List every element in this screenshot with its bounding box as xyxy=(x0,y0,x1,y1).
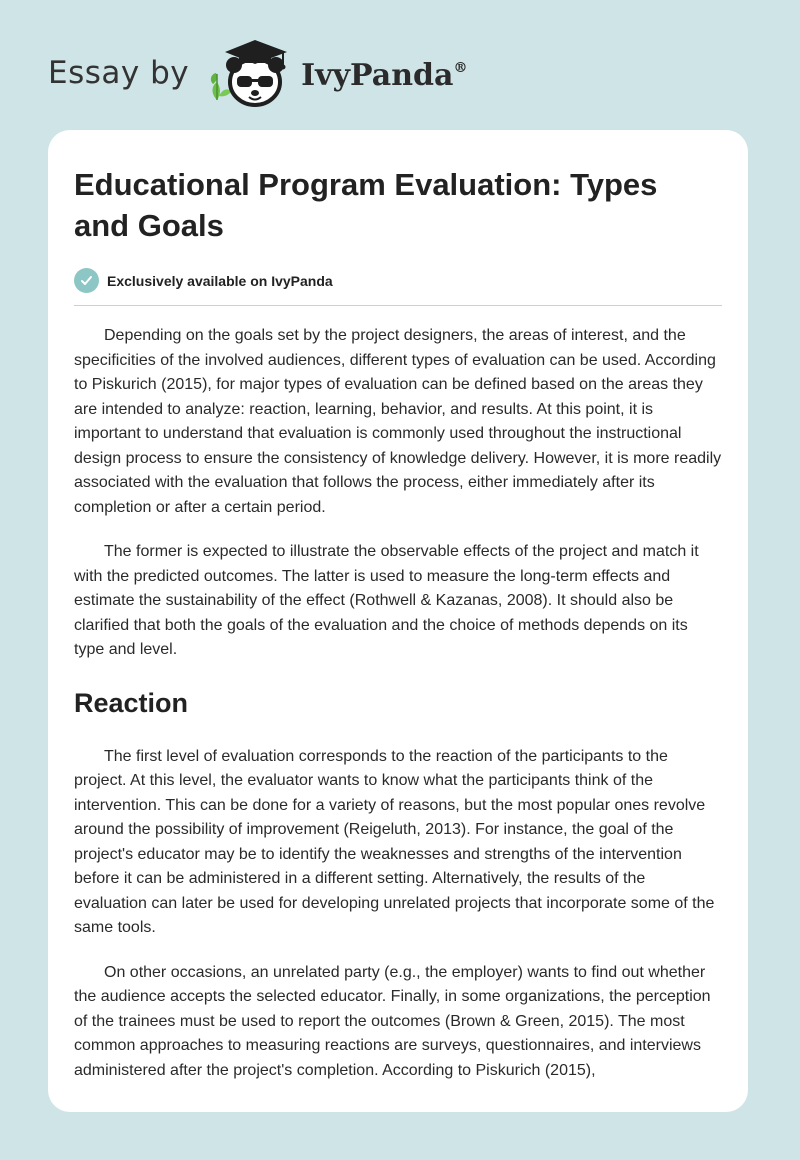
ivypanda-logo-icon[interactable] xyxy=(203,38,295,108)
registered-mark: ® xyxy=(453,59,468,76)
paragraph: The first level of evaluation corresponds to the reaction of the participants to the project. At this level, the evaluator wants to know what the participants think of the intervention. This can be done for a variety of reasons, but the most popular ones revolve around the possibility of improvement (Reigeluth, 2013). For instance, the goal of the project's educator may be to identify the weaknesses and strengths of the intervention before it can be administered in a different setting. Alternatively, the results of the evaluation can later be used for developing unrelated projects that incorporate some of the same tools. xyxy=(74,747,715,936)
paragraph: The former is expected to illustrate the observable effects of the project and match it with the predicted outcomes. The latter is used to measure the long-term effects and estimate the sustainability of the effect (Rothwell & Kazanas, 2008). It should also be clarified that both the goals of the evaluation and the choice of methods depends on its type and level. xyxy=(74,543,699,658)
article-title: Educational Program Evaluation: Types and Goals xyxy=(74,167,658,243)
check-icon xyxy=(74,268,99,293)
section-heading: Reaction xyxy=(74,687,189,718)
site-header xyxy=(48,38,467,108)
exclusive-badge xyxy=(74,268,722,306)
paragraph: Depending on the goals set by the project designers, the areas of interest, and the specificities of the involved audiences, different types of evaluation can be used. According to Piskurich (2015), for major types of evaluation can be defined based on the areas they are intended to analyze: reaction, learning, behavior, and results. At this point, it is important to understand that evaluation is commonly used throughout the instructional design process to ensure the consistency of knowledge delivery. However, it is more readily associated with the evaluation that follows the process, either immediately after its completion or after a certain period. xyxy=(74,327,722,516)
article-body xyxy=(74,324,722,1083)
essay-by-label: Essay by xyxy=(48,55,190,91)
exclusive-badge-label: Exclusively available on IvyPanda xyxy=(107,272,333,289)
article-card xyxy=(48,130,748,1112)
brand-name[interactable]: IvyPanda® xyxy=(301,57,468,93)
paragraph: On other occasions, an unrelated party (e.g., the employer) wants to find out whether the audience accepts the selected educator. Finally, in some organizations, the perception of the trainees must be used to report the outcomes (Brown & Green, 2015). The most common approaches to measuring reactions are surveys, questionnaires, and interviews administered after the project's completion. According to Piskurich (2015), xyxy=(74,963,711,1079)
